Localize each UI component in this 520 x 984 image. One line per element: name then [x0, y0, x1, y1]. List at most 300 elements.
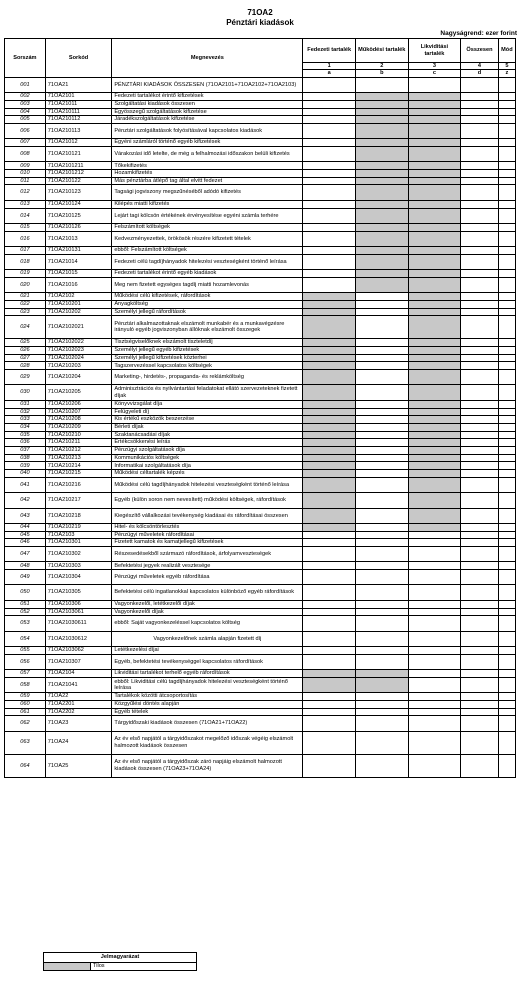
cell-c[interactable] [408, 731, 461, 754]
cell-z[interactable] [498, 616, 515, 631]
cell-c[interactable] [408, 700, 461, 708]
cell-d[interactable] [461, 185, 499, 200]
cell-z[interactable] [498, 423, 515, 431]
cell-b[interactable] [356, 693, 409, 701]
cell-d[interactable] [461, 546, 499, 561]
cell-a[interactable] [303, 170, 356, 178]
cell-b[interactable] [356, 385, 409, 400]
cell-a[interactable] [303, 254, 356, 269]
cell-z[interactable] [498, 231, 515, 246]
cell-d[interactable] [461, 439, 499, 447]
cell-c[interactable] [408, 77, 461, 92]
cell-c[interactable] [408, 570, 461, 585]
legend [43, 952, 197, 971]
cell-z[interactable] [498, 408, 515, 416]
row-megnevezes: Tőkekifizetés [112, 162, 303, 170]
cell-z[interactable] [498, 677, 515, 692]
cell-z[interactable] [498, 654, 515, 669]
cell-a[interactable] [303, 177, 356, 185]
row-megnevezes: Kilépés miatti kifizetés [112, 200, 303, 208]
row-sorszam: 001 [5, 77, 46, 92]
cell-d[interactable] [461, 523, 499, 531]
cell-a[interactable] [303, 277, 356, 292]
row-sorszam: 023 [5, 308, 46, 316]
cell-d[interactable] [461, 123, 499, 138]
table-row [5, 631, 516, 646]
cell-z[interactable] [498, 462, 515, 470]
row-sorkod: 71OA210126 [45, 223, 112, 231]
cell-b [356, 231, 409, 246]
cell-z[interactable] [498, 300, 515, 308]
cell-d[interactable] [461, 585, 499, 600]
cell-z[interactable] [498, 700, 515, 708]
cell-z[interactable] [498, 93, 515, 101]
cell-c [408, 385, 461, 400]
cell-a [303, 293, 356, 301]
cell-d[interactable] [461, 354, 499, 362]
cell-z[interactable] [498, 631, 515, 646]
cell-c [408, 254, 461, 269]
cell-a[interactable] [303, 231, 356, 246]
cell-d[interactable] [461, 677, 499, 692]
cell-a[interactable] [303, 654, 356, 669]
cell-z[interactable] [498, 585, 515, 600]
cell-a[interactable] [303, 708, 356, 716]
cell-b[interactable] [356, 708, 409, 716]
cell-b[interactable] [356, 308, 409, 316]
cell-c[interactable] [408, 562, 461, 570]
cell-z[interactable] [498, 477, 515, 492]
cell-d[interactable] [461, 147, 499, 162]
row-sorszam: 046 [5, 539, 46, 547]
cell-z[interactable] [498, 493, 515, 508]
row-sorkod: 71OA2101212 [45, 170, 112, 178]
cell-c [408, 431, 461, 439]
cell-b[interactable] [356, 562, 409, 570]
cell-b[interactable] [356, 523, 409, 531]
cell-b[interactable] [356, 531, 409, 539]
cell-d[interactable] [461, 362, 499, 370]
cell-c[interactable] [408, 616, 461, 631]
cell-d[interactable] [461, 600, 499, 608]
cell-a[interactable] [303, 247, 356, 255]
row-sorkod: 71OA210306 [45, 600, 112, 608]
cell-d[interactable] [461, 616, 499, 631]
row-sorszam: 005 [5, 116, 46, 124]
row-megnevezes: Várakozási idő letelte, de még a felhalmozási időszakon belüli kifizetés [112, 147, 303, 162]
cell-z[interactable] [498, 523, 515, 531]
cell-d[interactable] [461, 77, 499, 92]
row-sorkod: 71OA210209 [45, 423, 112, 431]
cell-a[interactable] [303, 693, 356, 701]
cell-b[interactable] [356, 300, 409, 308]
cell-a[interactable] [303, 223, 356, 231]
cell-d[interactable] [461, 647, 499, 655]
cell-b[interactable] [356, 616, 409, 631]
cell-z[interactable] [498, 77, 515, 92]
cell-d[interactable] [461, 700, 499, 708]
cell-d[interactable] [461, 247, 499, 255]
row-sorszam: 060 [5, 700, 46, 708]
row-sorszam: 052 [5, 608, 46, 616]
cell-a[interactable] [303, 93, 356, 101]
cell-a[interactable] [303, 562, 356, 570]
cell-z[interactable] [498, 108, 515, 116]
row-sorkod: 71OA210212 [45, 447, 112, 455]
cell-d[interactable] [461, 539, 499, 547]
cell-d[interactable] [461, 316, 499, 339]
row-sorkod: 71OA2103 [45, 531, 112, 539]
cell-a[interactable] [303, 754, 356, 777]
cell-d[interactable] [461, 300, 499, 308]
cell-z[interactable] [498, 162, 515, 170]
row-sorszam: 050 [5, 585, 46, 600]
cell-d[interactable] [461, 200, 499, 208]
cell-a[interactable] [303, 185, 356, 200]
cell-c [408, 147, 461, 162]
cell-d[interactable] [461, 470, 499, 478]
cell-d[interactable] [461, 431, 499, 439]
cell-d[interactable] [461, 93, 499, 101]
cell-a[interactable] [303, 139, 356, 147]
row-sorkod: 71OA210304 [45, 570, 112, 585]
cell-z[interactable] [498, 254, 515, 269]
cell-c[interactable] [408, 654, 461, 669]
cell-z[interactable] [498, 347, 515, 355]
cell-z[interactable] [498, 416, 515, 424]
cell-z[interactable] [498, 139, 515, 147]
cell-d[interactable] [461, 754, 499, 777]
cell-d[interactable] [461, 208, 499, 223]
cell-d[interactable] [461, 385, 499, 400]
cell-c[interactable] [408, 716, 461, 731]
cell-z[interactable] [498, 270, 515, 278]
cell-c [408, 300, 461, 308]
cell-z[interactable] [498, 562, 515, 570]
table-row [5, 523, 516, 531]
cell-z[interactable] [498, 100, 515, 108]
table-row [5, 116, 516, 124]
cell-a[interactable] [303, 616, 356, 631]
cell-b[interactable] [356, 347, 409, 355]
cell-b[interactable] [356, 339, 409, 347]
cell-a[interactable] [303, 531, 356, 539]
cell-z[interactable] [498, 247, 515, 255]
row-sorszam: 017 [5, 247, 46, 255]
cell-z[interactable] [498, 362, 515, 370]
cell-z[interactable] [498, 647, 515, 655]
cell-c[interactable] [408, 608, 461, 616]
cell-d[interactable] [461, 454, 499, 462]
cell-d[interactable] [461, 100, 499, 108]
cell-z[interactable] [498, 754, 515, 777]
cell-b[interactable] [356, 362, 409, 370]
cell-b[interactable] [356, 716, 409, 731]
cell-d[interactable] [461, 731, 499, 754]
row-megnevezes: Marketing-, hirdetés-, propaganda- és reklámköltség [112, 370, 303, 385]
cell-d[interactable] [461, 270, 499, 278]
cell-b[interactable] [356, 585, 409, 600]
cell-d[interactable] [461, 400, 499, 408]
cell-c[interactable] [408, 670, 461, 678]
cell-d[interactable] [461, 562, 499, 570]
table-row [5, 208, 516, 223]
cell-z[interactable] [498, 570, 515, 585]
cell-a[interactable] [303, 162, 356, 170]
cell-d[interactable] [461, 477, 499, 492]
cell-b[interactable] [356, 354, 409, 362]
cell-c [408, 108, 461, 116]
cell-c[interactable] [408, 647, 461, 655]
cell-b [356, 162, 409, 170]
cell-z[interactable] [498, 223, 515, 231]
cell-z[interactable] [498, 185, 515, 200]
cell-b[interactable] [356, 631, 409, 646]
cell-b[interactable] [356, 439, 409, 447]
cell-a [303, 308, 356, 316]
cell-d[interactable] [461, 670, 499, 678]
cell-a[interactable] [303, 77, 356, 92]
cell-z[interactable] [498, 354, 515, 362]
row-sorszam: 055 [5, 647, 46, 655]
cell-c[interactable] [408, 546, 461, 561]
cell-z[interactable] [498, 439, 515, 447]
cell-c[interactable] [408, 708, 461, 716]
cell-z[interactable] [498, 339, 515, 347]
cell-d[interactable] [461, 654, 499, 669]
row-megnevezes: Személyi jellegű kifizetések közterhei [112, 354, 303, 362]
cell-c[interactable] [408, 531, 461, 539]
row-sorkod: 71OA210218 [45, 508, 112, 523]
cell-z[interactable] [498, 277, 515, 292]
cell-a[interactable] [303, 608, 356, 616]
cell-b[interactable] [356, 700, 409, 708]
cell-a[interactable] [303, 100, 356, 108]
header-letter: z [498, 70, 515, 77]
cell-a[interactable] [303, 208, 356, 223]
cell-z[interactable] [498, 708, 515, 716]
cell-b[interactable] [356, 400, 409, 408]
cell-z[interactable] [498, 170, 515, 178]
cell-c [408, 339, 461, 347]
cell-a [303, 370, 356, 385]
cell-c[interactable] [408, 585, 461, 600]
row-sorkod: 71OA210202 [45, 308, 112, 316]
cell-z[interactable] [498, 546, 515, 561]
cell-d[interactable] [461, 608, 499, 616]
cell-d[interactable] [461, 347, 499, 355]
cell-z[interactable] [498, 400, 515, 408]
cell-d[interactable] [461, 631, 499, 646]
cell-a[interactable] [303, 108, 356, 116]
cell-c[interactable] [408, 600, 461, 608]
cell-b[interactable] [356, 754, 409, 777]
row-sorkod: 71OA210131 [45, 247, 112, 255]
cell-a[interactable] [303, 700, 356, 708]
cell-b[interactable] [356, 570, 409, 585]
cell-c [408, 223, 461, 231]
cell-c[interactable] [408, 631, 461, 646]
cell-d[interactable] [461, 277, 499, 292]
cell-b[interactable] [356, 293, 409, 301]
cell-z[interactable] [498, 539, 515, 547]
row-megnevezes: Kis értékű eszközök beszerzése [112, 416, 303, 424]
cell-z[interactable] [498, 308, 515, 316]
row-sorkod: 71OA210203 [45, 362, 112, 370]
cell-d[interactable] [461, 508, 499, 523]
cell-d[interactable] [461, 223, 499, 231]
cell-b[interactable] [356, 447, 409, 455]
cell-z[interactable] [498, 177, 515, 185]
cell-z[interactable] [498, 531, 515, 539]
cell-z[interactable] [498, 716, 515, 731]
cell-c [408, 247, 461, 255]
row-sorszam: 034 [5, 423, 46, 431]
cell-b[interactable] [356, 423, 409, 431]
cell-z[interactable] [498, 454, 515, 462]
row-sorkod: 71OA210211 [45, 439, 112, 447]
cell-d[interactable] [461, 462, 499, 470]
cell-a[interactable] [303, 716, 356, 731]
cell-z[interactable] [498, 385, 515, 400]
row-sorszam: 038 [5, 454, 46, 462]
cell-z[interactable] [498, 116, 515, 124]
cell-d[interactable] [461, 416, 499, 424]
cell-c [408, 116, 461, 124]
cell-b[interactable] [356, 493, 409, 508]
cell-a[interactable] [303, 647, 356, 655]
cell-a [303, 362, 356, 370]
cell-d[interactable] [461, 339, 499, 347]
cell-c[interactable] [408, 754, 461, 777]
cell-a[interactable] [303, 600, 356, 608]
cell-z[interactable] [498, 293, 515, 301]
cell-z[interactable] [498, 693, 515, 701]
cell-z[interactable] [498, 370, 515, 385]
cell-z[interactable] [498, 600, 515, 608]
cell-b[interactable] [356, 431, 409, 439]
cell-a[interactable] [303, 585, 356, 600]
cell-b[interactable] [356, 539, 409, 547]
row-megnevezes: Tisztségviselőknek elszámolt tiszteletdíj [112, 339, 303, 347]
cell-a [303, 462, 356, 470]
cell-z[interactable] [498, 200, 515, 208]
cell-a[interactable] [303, 116, 356, 124]
cell-b[interactable] [356, 416, 409, 424]
cell-b[interactable] [356, 470, 409, 478]
cell-z[interactable] [498, 670, 515, 678]
cell-b[interactable] [356, 647, 409, 655]
cell-z[interactable] [498, 147, 515, 162]
table-row [5, 454, 516, 462]
row-sorszam: 032 [5, 408, 46, 416]
cell-c[interactable] [408, 693, 461, 701]
row-sorszam: 003 [5, 100, 46, 108]
cell-d[interactable] [461, 308, 499, 316]
cell-z[interactable] [498, 316, 515, 339]
cell-c [408, 177, 461, 185]
cell-b[interactable] [356, 77, 409, 92]
cell-a[interactable] [303, 539, 356, 547]
cell-z[interactable] [498, 431, 515, 439]
cell-b[interactable] [356, 408, 409, 416]
cell-z[interactable] [498, 470, 515, 478]
cell-d[interactable] [461, 716, 499, 731]
cell-c[interactable] [408, 539, 461, 547]
cell-b[interactable] [356, 608, 409, 616]
cell-c [408, 200, 461, 208]
cell-d[interactable] [461, 254, 499, 269]
row-sorkod: 71OA2103061 [45, 608, 112, 616]
cell-b[interactable] [356, 462, 409, 470]
cell-c[interactable] [408, 677, 461, 692]
cell-d[interactable] [461, 108, 499, 116]
cell-d[interactable] [461, 447, 499, 455]
cell-z[interactable] [498, 447, 515, 455]
cell-a[interactable] [303, 731, 356, 754]
cell-d[interactable] [461, 370, 499, 385]
cell-b[interactable] [356, 546, 409, 561]
cell-c [408, 354, 461, 362]
table-row [5, 716, 516, 731]
row-sorszam: 008 [5, 147, 46, 162]
row-sorkod: 71OA21016 [45, 277, 112, 292]
cell-b[interactable] [356, 600, 409, 608]
cell-b[interactable] [356, 731, 409, 754]
cell-d[interactable] [461, 162, 499, 170]
cell-b[interactable] [356, 370, 409, 385]
cell-d[interactable] [461, 139, 499, 147]
cell-d[interactable] [461, 570, 499, 585]
cell-d[interactable] [461, 116, 499, 124]
cell-z[interactable] [498, 123, 515, 138]
cell-a[interactable] [303, 546, 356, 561]
cell-d[interactable] [461, 493, 499, 508]
table-row [5, 277, 516, 292]
cell-b[interactable] [356, 508, 409, 523]
cell-d[interactable] [461, 423, 499, 431]
legend-swatch [44, 963, 91, 971]
cell-a[interactable] [303, 270, 356, 278]
cell-d[interactable] [461, 693, 499, 701]
cell-a[interactable] [303, 570, 356, 585]
cell-a[interactable] [303, 200, 356, 208]
cell-d[interactable] [461, 408, 499, 416]
cell-z[interactable] [498, 608, 515, 616]
row-megnevezes: Vagyonkezelőnek számla alapján fizetett díj [112, 631, 303, 646]
cell-c [408, 293, 461, 301]
cell-d[interactable] [461, 293, 499, 301]
cell-a[interactable] [303, 147, 356, 162]
cell-b[interactable] [356, 654, 409, 669]
cell-a[interactable] [303, 631, 356, 646]
cell-d[interactable] [461, 531, 499, 539]
cell-b[interactable] [356, 454, 409, 462]
cell-z[interactable] [498, 731, 515, 754]
table-row [5, 370, 516, 385]
cell-d[interactable] [461, 708, 499, 716]
cell-b[interactable] [356, 316, 409, 339]
cell-a[interactable] [303, 123, 356, 138]
cell-z[interactable] [498, 508, 515, 523]
table-row [5, 670, 516, 678]
cell-d[interactable] [461, 170, 499, 178]
cell-d[interactable] [461, 231, 499, 246]
cell-b[interactable] [356, 477, 409, 492]
cell-b [356, 93, 409, 101]
cell-z[interactable] [498, 208, 515, 223]
cell-d[interactable] [461, 177, 499, 185]
